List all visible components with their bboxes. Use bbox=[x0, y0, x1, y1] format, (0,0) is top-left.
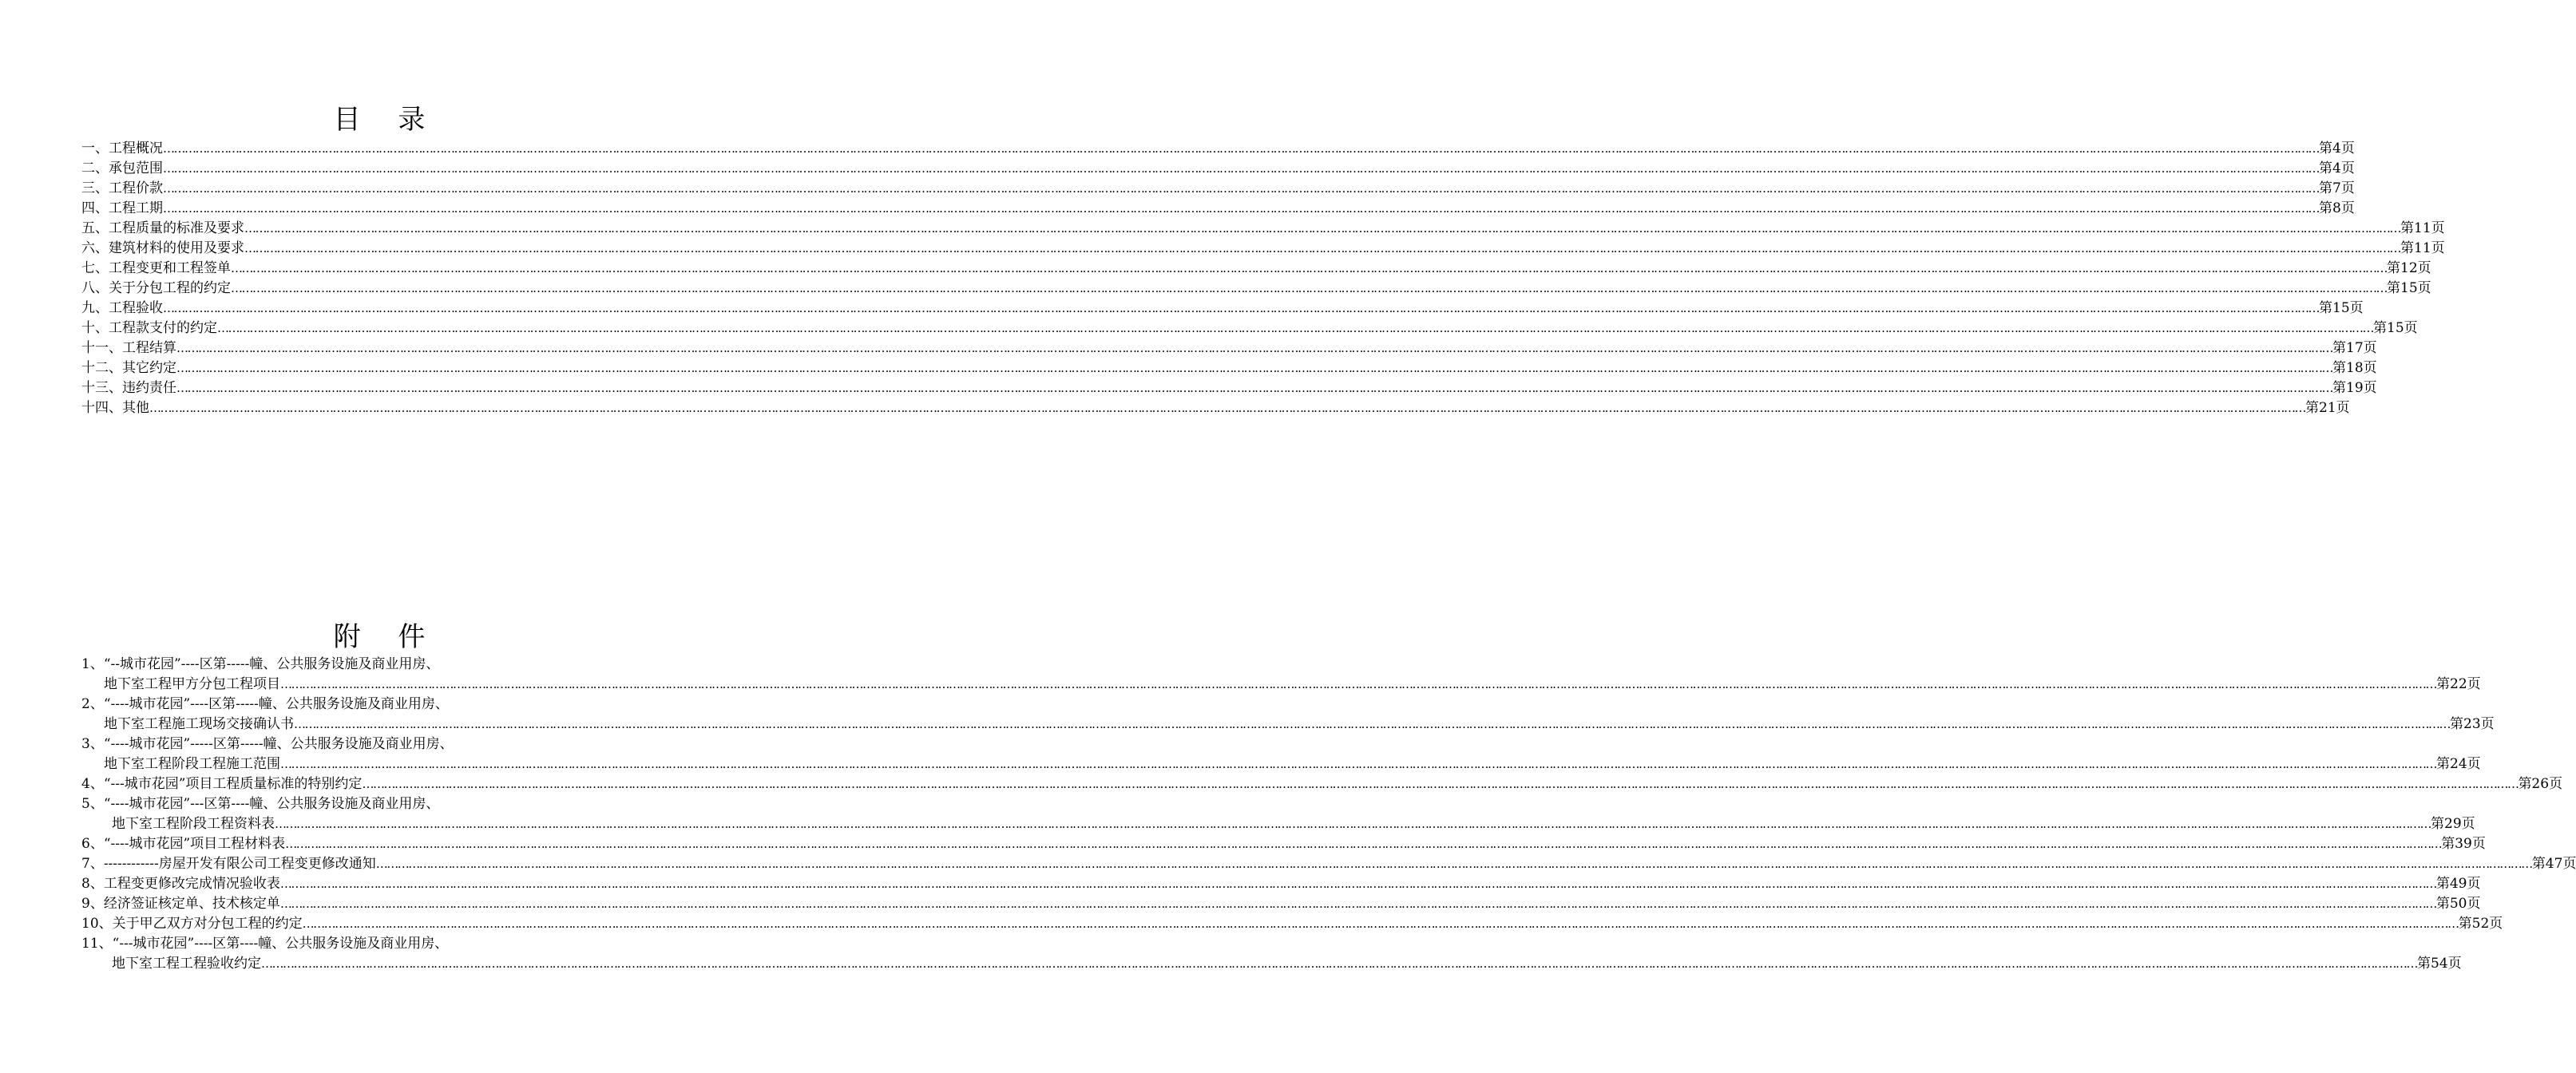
toc-item[interactable] bbox=[81, 179, 2355, 199]
entry-page: 第52页 bbox=[2458, 916, 2503, 932]
entry-label: 地下室工程工程验收约定 bbox=[112, 956, 261, 972]
dot-leader: …………………………………………………………………………………………………………………………………………………………………………………………………………………………………………………………………………………………………………………………………………………………………………………………………………………………………………………………………………………………………………………………………………………… bbox=[279, 877, 2436, 891]
toc-list bbox=[81, 139, 2445, 418]
entry-label: 4、“---城市花园”项目工程质量标准的特别约定 bbox=[81, 776, 363, 792]
toc-item[interactable] bbox=[81, 358, 2377, 378]
entry-label: 三、工程价款 bbox=[81, 180, 163, 196]
attachment-item[interactable] bbox=[81, 794, 2475, 834]
entry-label: 十一、工程结算 bbox=[81, 340, 176, 356]
dot-leader: …………………………………………………………………………………………………………………………………………………………………………………………………………………………………………………………………………………………………………………………………………………………………………………………………………………………………………………………………………………………………………………………………………………… bbox=[217, 321, 2373, 335]
entry-page: 第29页 bbox=[2431, 816, 2475, 832]
attachment-title-line: 11、“---城市花园”----区第----幢、公共服务设施及商业用房、 bbox=[81, 936, 449, 952]
dot-leader: …………………………………………………………………………………………………………………………………………………………………………………………………………………………………………………………………………………………………………………………………………………………………………………………………………………………………………………………………………………………………………………………………………………… bbox=[261, 956, 2417, 971]
entry-label: 地下室工程甲方分包工程项目 bbox=[104, 676, 280, 692]
dot-leader: …………………………………………………………………………………………………………………………………………………………………………………………………………………………………………………………………………………………………………………………………………………………………………………………………………………………………………………………………………………………………………………………………………………… bbox=[163, 141, 2319, 156]
dot-leader: …………………………………………………………………………………………………………………………………………………………………………………………………………………………………………………………………………………………………………………………………………………………………………………………………………………………………………………………………………………………………………………………………………………… bbox=[279, 897, 2436, 911]
toc-item[interactable] bbox=[81, 378, 2377, 398]
entry-label: 地下室工程阶段工程资料表 bbox=[112, 816, 275, 832]
entry-page: 第15页 bbox=[2319, 300, 2364, 316]
attachment-item[interactable] bbox=[81, 834, 2486, 854]
dot-leader: …………………………………………………………………………………………………………………………………………………………………………………………………………………………………………………………………………………………………………………………………………………………………………………………………………………………………………………………………………………………………………………………………………………… bbox=[285, 837, 2442, 851]
entry-label: 一、工程概况 bbox=[81, 141, 163, 156]
dot-leader: …………………………………………………………………………………………………………………………………………………………………………………………………………………………………………………………………………………………………………………………………………………………………………………………………………………………………………………………………………………………………………………………………………………… bbox=[176, 381, 2332, 395]
entry-label: 九、工程验收 bbox=[81, 300, 163, 316]
attachment-item[interactable] bbox=[81, 695, 2495, 734]
attachment-title-line: 5、“----城市花园”---区第----幢、公共服务设施及商业用房、 bbox=[81, 796, 440, 812]
entry-label: 四、工程工期 bbox=[81, 200, 163, 216]
toc-item[interactable] bbox=[81, 159, 2355, 179]
dot-leader: …………………………………………………………………………………………………………………………………………………………………………………………………………………………………………………………………………………………………………………………………………………………………………………………………………………………………………………………………………………………………………………………………………………… bbox=[302, 917, 2459, 931]
entry-label: 五、工程质量的标准及要求 bbox=[81, 220, 244, 236]
toc-item[interactable] bbox=[81, 139, 2355, 159]
dot-leader: …………………………………………………………………………………………………………………………………………………………………………………………………………………………………………………………………………………………………………………………………………………………………………………………………………………………………………………………………………………………………………………………………………………… bbox=[294, 717, 2450, 731]
entry-page: 第22页 bbox=[2436, 676, 2481, 692]
toc-item[interactable] bbox=[81, 199, 2355, 219]
dot-leader: …………………………………………………………………………………………………………………………………………………………………………………………………………………………………………………………………………………………………………………………………………………………………………………………………………………………………………………………………………………………………………………………………………………… bbox=[275, 817, 2431, 831]
toc-item[interactable] bbox=[81, 239, 2445, 259]
attachment-item[interactable] bbox=[81, 774, 2563, 794]
entry-page: 第11页 bbox=[2400, 220, 2445, 236]
dot-leader: …………………………………………………………………………………………………………………………………………………………………………………………………………………………………………………………………………………………………………………………………………………………………………………………………………………………………………………………………………………………………………………………………………………… bbox=[176, 341, 2332, 355]
dot-leader: …………………………………………………………………………………………………………………………………………………………………………………………………………………………………………………………………………………………………………………………………………………………………………………………………………………………………………………………………………………………………………………………………………………… bbox=[163, 301, 2319, 315]
toc-title: 目 录 bbox=[333, 104, 440, 136]
dot-leader: …………………………………………………………………………………………………………………………………………………………………………………………………………………………………………………………………………………………………………………………………………………………………………………………………………………………………………………………………………………………………………………………………………………… bbox=[163, 181, 2319, 196]
entry-page: 第39页 bbox=[2441, 836, 2486, 852]
entry-label: 地下室工程施工现场交接确认书 bbox=[104, 716, 294, 732]
entry-label: 七、工程变更和工程签单 bbox=[81, 260, 231, 276]
dot-leader: …………………………………………………………………………………………………………………………………………………………………………………………………………………………………………………………………………………………………………………………………………………………………………………………………………………………………………………………………………………………………………………………………………………… bbox=[163, 161, 2319, 176]
entry-label: 六、建筑材料的使用及要求 bbox=[81, 240, 244, 256]
dot-leader: …………………………………………………………………………………………………………………………………………………………………………………………………………………………………………………………………………………………………………………………………………………………………………………………………………………………………………………………………………………………………………………………………………………… bbox=[244, 241, 2400, 255]
entry-page: 第54页 bbox=[2417, 956, 2462, 972]
dot-leader: …………………………………………………………………………………………………………………………………………………………………………………………………………………………………………………………………………………………………………………………………………………………………………………………………………………………………………………………………………………………………………………………………………………… bbox=[362, 777, 2519, 791]
attachment-item[interactable] bbox=[81, 734, 2481, 774]
entry-page: 第24页 bbox=[2436, 756, 2481, 772]
entry-page: 第49页 bbox=[2435, 876, 2481, 892]
toc-item[interactable] bbox=[81, 319, 2418, 339]
toc-item[interactable] bbox=[81, 299, 2364, 319]
attachment-item[interactable] bbox=[81, 854, 2576, 874]
entry-page: 第7页 bbox=[2319, 180, 2355, 196]
attachment-title-line: 3、“----城市花园”-----区第-----幢、公共服务设施及商业用房、 bbox=[81, 736, 454, 752]
entry-label: 八、关于分包工程的约定 bbox=[81, 280, 231, 296]
entry-page: 第23页 bbox=[2450, 716, 2495, 732]
dot-leader: …………………………………………………………………………………………………………………………………………………………………………………………………………………………………………………………………………………………………………………………………………………………………………………………………………………………………………………………………………………………………………………………………………………… bbox=[280, 757, 2436, 771]
dot-leader: …………………………………………………………………………………………………………………………………………………………………………………………………………………………………………………………………………………………………………………………………………………………………………………………………………………………………………………………………………………………………………………………………………………… bbox=[163, 201, 2319, 216]
entry-label: 8、工程变更修改完成情况验收表 bbox=[81, 876, 280, 892]
attachments-list bbox=[81, 655, 2576, 974]
entry-label: 十二、其它约定 bbox=[81, 360, 176, 376]
entry-page: 第18页 bbox=[2332, 360, 2377, 376]
attachment-title-line: 2、“----城市花园”----区第-----幢、公共服务设施及商业用房、 bbox=[81, 696, 449, 712]
attachment-item[interactable] bbox=[81, 894, 2481, 914]
dot-leader: …………………………………………………………………………………………………………………………………………………………………………………………………………………………………………………………………………………………………………………………………………………………………………………………………………………………………………………………………………………………………………………………………………………… bbox=[149, 401, 2305, 415]
entry-page: 第15页 bbox=[2387, 280, 2431, 296]
entry-label: 二、承包范围 bbox=[81, 160, 163, 176]
entry-label: 6、“----城市花园”项目工程材料表 bbox=[81, 836, 286, 852]
entry-page: 第50页 bbox=[2435, 896, 2481, 912]
toc-item[interactable] bbox=[81, 398, 2350, 418]
attachment-item[interactable] bbox=[81, 655, 2481, 695]
attachment-item[interactable] bbox=[81, 874, 2481, 894]
entry-page: 第4页 bbox=[2319, 141, 2355, 156]
entry-page: 第47页 bbox=[2531, 856, 2576, 872]
entry-page: 第4页 bbox=[2319, 160, 2355, 176]
entry-page: 第21页 bbox=[2305, 400, 2350, 416]
entry-label: 十四、其他 bbox=[81, 400, 149, 416]
attachments-title: 附 件 bbox=[333, 621, 440, 653]
attachment-item[interactable] bbox=[81, 934, 2462, 974]
entry-label: 十三、违约责任 bbox=[81, 380, 176, 396]
attachment-item[interactable] bbox=[81, 914, 2503, 934]
entry-label: 十、工程款支付的约定 bbox=[81, 320, 217, 336]
dot-leader: …………………………………………………………………………………………………………………………………………………………………………………………………………………………………………………………………………………………………………………………………………………………………………………………………………………………………………………………………………………………………………………………………………………… bbox=[280, 677, 2436, 691]
toc-item[interactable] bbox=[81, 219, 2445, 239]
dot-leader: …………………………………………………………………………………………………………………………………………………………………………………………………………………………………………………………………………………………………………………………………………………………………………………………………………………………………………………………………………………………………………………………………………………… bbox=[244, 221, 2400, 236]
entry-page: 第15页 bbox=[2373, 320, 2418, 336]
dot-leader: …………………………………………………………………………………………………………………………………………………………………………………………………………………………………………………………………………………………………………………………………………………………………………………………………………………………………………………………………………………………………………………………………………………… bbox=[231, 281, 2387, 295]
entry-page: 第12页 bbox=[2387, 260, 2431, 276]
entry-page: 第17页 bbox=[2332, 340, 2377, 356]
toc-item[interactable] bbox=[81, 339, 2377, 358]
entry-page: 第8页 bbox=[2319, 200, 2355, 216]
dot-leader: …………………………………………………………………………………………………………………………………………………………………………………………………………………………………………………………………………………………………………………………………………………………………………………………………………………………………………………………………………………………………………………………………………………… bbox=[231, 261, 2387, 275]
entry-page: 第26页 bbox=[2518, 776, 2563, 792]
attachment-title-line: 1、“--城市花园”----区第-----幢、公共服务设施及商业用房、 bbox=[81, 656, 440, 672]
entry-label: 7、------------房屋开发有限公司工程变更修改通知 bbox=[81, 856, 376, 872]
dot-leader: …………………………………………………………………………………………………………………………………………………………………………………………………………………………………………………………………………………………………………………………………………………………………………………………………………………………………………………………………………………………………………………………………………………… bbox=[375, 857, 2532, 871]
toc-item[interactable] bbox=[81, 259, 2431, 279]
entry-label: 9、经济签证核定单、技术核定单 bbox=[81, 896, 280, 912]
dot-leader: …………………………………………………………………………………………………………………………………………………………………………………………………………………………………………………………………………………………………………………………………………………………………………………………………………………………………………………………………………………………………………………………………………………… bbox=[176, 361, 2332, 375]
entry-page: 第11页 bbox=[2400, 240, 2445, 256]
entry-label: 10、关于甲乙双方对分包工程的约定 bbox=[81, 916, 303, 932]
entry-page: 第19页 bbox=[2332, 380, 2377, 396]
entry-label: 地下室工程阶段工程施工范围 bbox=[104, 756, 280, 772]
toc-item[interactable] bbox=[81, 279, 2431, 299]
